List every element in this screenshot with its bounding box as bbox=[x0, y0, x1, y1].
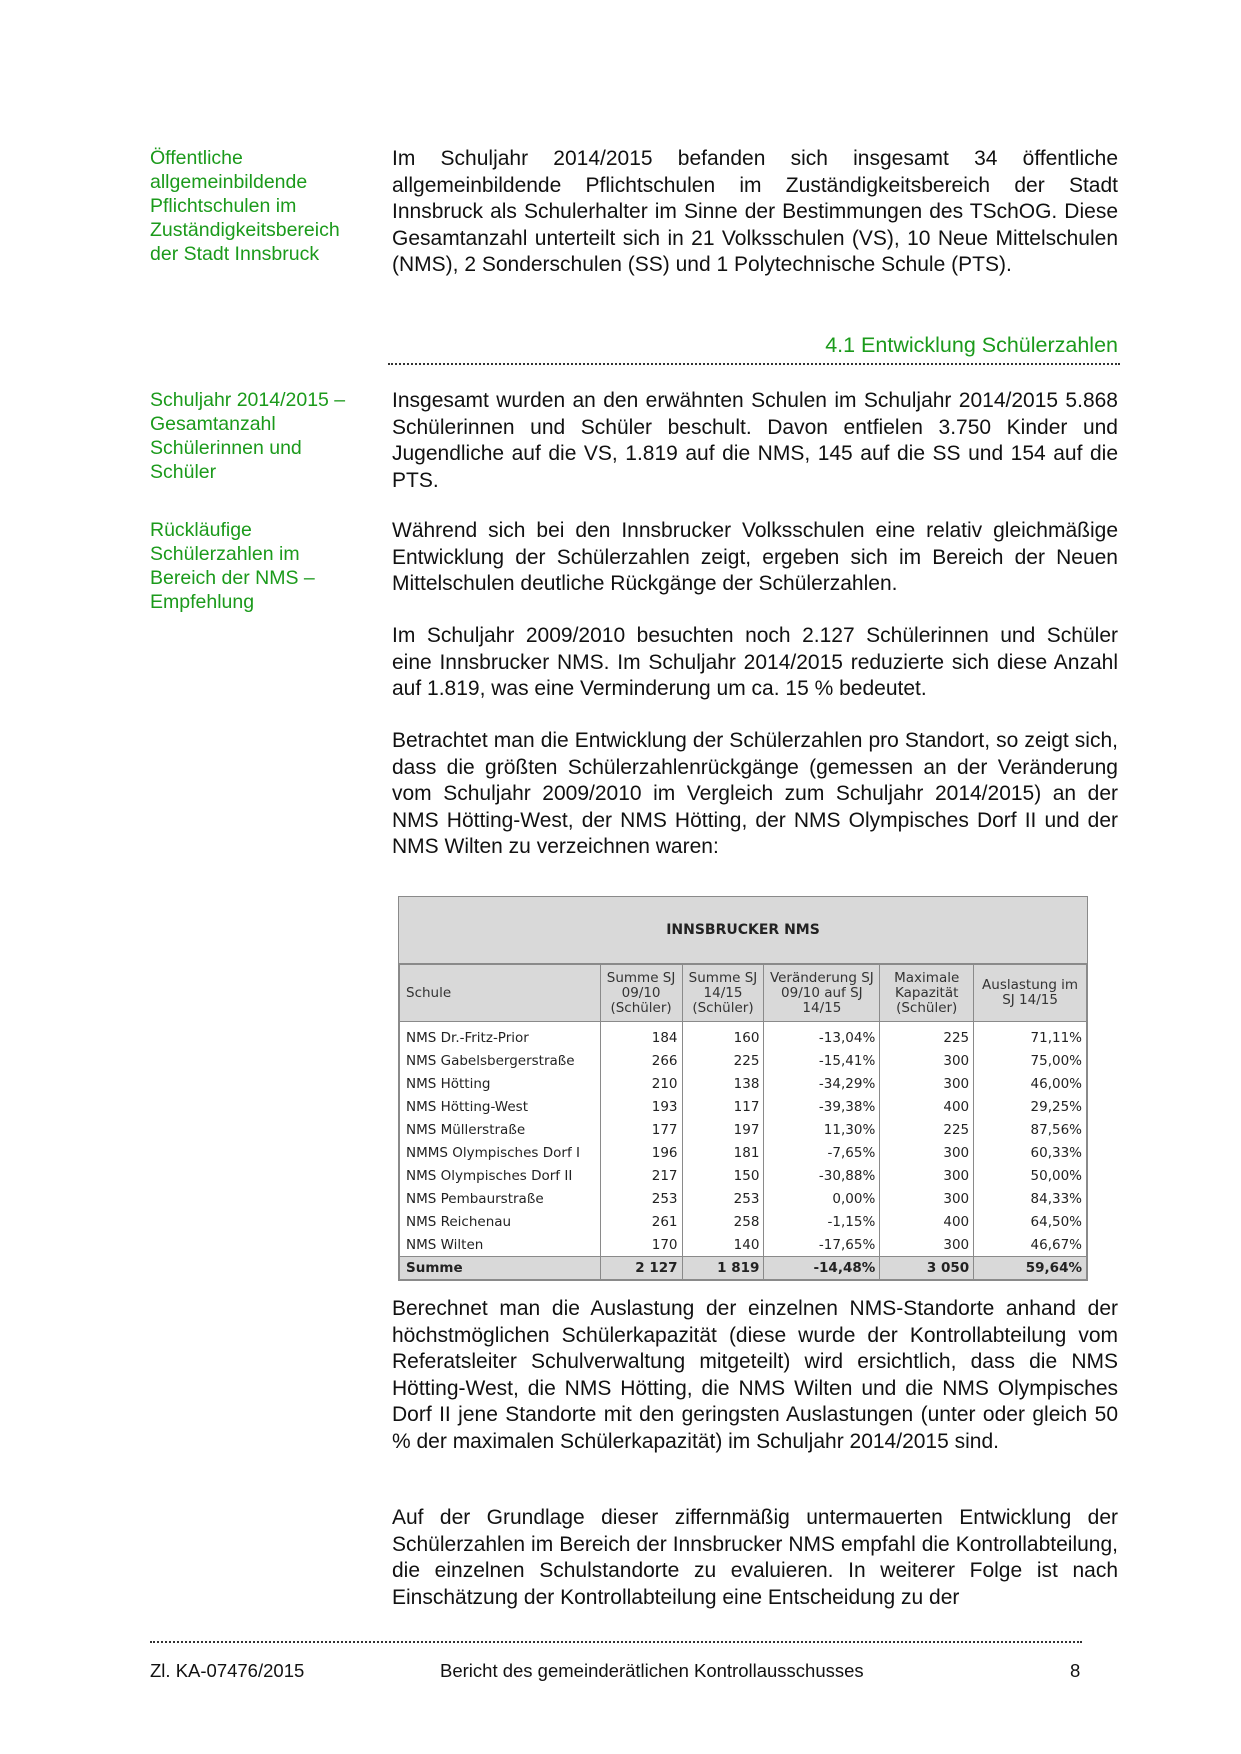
cell-veraenderung: -7,65% bbox=[764, 1141, 880, 1164]
cell-summe-1415: 225 bbox=[682, 1049, 764, 1072]
cell-auslastung: 75,00% bbox=[974, 1049, 1087, 1072]
cell-sum-auslastung: 59,64% bbox=[974, 1257, 1087, 1280]
cell-veraenderung: -13,04% bbox=[764, 1022, 880, 1050]
paragraph-standorte: Betrachtet man die Entwicklung der Schülerzahlen pro Standort, so zeigt sich, dass die größten Schülerzahlenrückgänge (gemessen an der Veränderung vom Schuljahr 2009/2010 im Vergleich zum Schuljahr 2014/2015) an der NMS Hötting-West, der NMS Hötting, der NMS Olympisches Dorf II und der NMS Wilten zu verzeichnen waren: bbox=[392, 729, 1118, 858]
table-row bbox=[400, 1164, 1087, 1187]
cell-summe-1415: 253 bbox=[682, 1187, 764, 1210]
footer-reference: Zl. KA-07476/2015 bbox=[150, 1660, 305, 1681]
cell-summe-1415: 197 bbox=[682, 1118, 764, 1141]
cell-sum-0910: 2 127 bbox=[600, 1257, 682, 1280]
cell-auslastung: 46,00% bbox=[974, 1072, 1087, 1095]
cell-summe-1415: 181 bbox=[682, 1141, 764, 1164]
nms-table bbox=[398, 896, 1088, 1281]
cell-schule: NMS Pembaurstraße bbox=[400, 1187, 601, 1210]
cell-kapazitaet: 225 bbox=[880, 1118, 974, 1141]
section-heading: 4.1 Entwicklung Schülerzahlen bbox=[825, 333, 1118, 357]
cell-summe-0910: 170 bbox=[600, 1233, 682, 1257]
cell-kapazitaet: 400 bbox=[880, 1210, 974, 1233]
paragraph-grundlage: Auf der Grundlage dieser ziffernmäßig untermauerten Entwicklung der Schülerzahlen im Bereich der Innsbrucker NMS empfahl die Kontrollabteilung, die einzelnen Schulstandorte zu evaluieren. In weiterer Folge ist nach Einschätzung der Kontrollabteilung eine Entscheidung zu der bbox=[392, 1506, 1118, 1609]
cell-summe-0910: 210 bbox=[600, 1072, 682, 1095]
cell-schule: NMMS Olympisches Dorf I bbox=[400, 1141, 601, 1164]
cell-auslastung: 60,33% bbox=[974, 1141, 1087, 1164]
cell-summe-0910: 177 bbox=[600, 1118, 682, 1141]
table-title: INNSBRUCKER NMS bbox=[399, 897, 1087, 964]
cell-sum-veraenderung: -14,48% bbox=[764, 1257, 880, 1280]
cell-veraenderung: -1,15% bbox=[764, 1210, 880, 1233]
cell-summe-0910: 184 bbox=[600, 1022, 682, 1050]
cell-summe-1415: 258 bbox=[682, 1210, 764, 1233]
footer-title: Bericht des gemeinderätlichen Kontrollausschusses bbox=[440, 1660, 864, 1681]
paragraph-gesamtanzahl: Insgesamt wurden an den erwähnten Schulen im Schuljahr 2014/2015 5.868 Schülerinnen und Schüler beschult. Davon entfielen 3.750 Kinder und Jugendliche auf die VS, 1.819 auf die NMS, 145 auf die SS und 154 auf die PTS. bbox=[392, 389, 1118, 492]
cell-auslastung: 50,00% bbox=[974, 1164, 1087, 1187]
cell-kapazitaet: 300 bbox=[880, 1164, 974, 1187]
table-sum-row bbox=[400, 1257, 1087, 1280]
table-row bbox=[400, 1210, 1087, 1233]
cell-auslastung: 84,33% bbox=[974, 1187, 1087, 1210]
cell-veraenderung: -30,88% bbox=[764, 1164, 880, 1187]
table-row bbox=[400, 1118, 1087, 1141]
cell-summe-0910: 196 bbox=[600, 1141, 682, 1164]
col-header-summe-0910: Summe SJ 09/10 (Schüler) bbox=[600, 965, 682, 1022]
col-header-summe-1415: Summe SJ 14/15 (Schüler) bbox=[682, 965, 764, 1022]
table-row bbox=[400, 1187, 1087, 1210]
cell-summe-1415: 150 bbox=[682, 1164, 764, 1187]
table-row bbox=[400, 1233, 1087, 1257]
table-row bbox=[400, 1022, 1087, 1050]
cell-summe-1415: 117 bbox=[682, 1095, 764, 1118]
cell-auslastung: 46,67% bbox=[974, 1233, 1087, 1257]
paragraph-entwicklung: Während sich bei den Innsbrucker Volksschulen eine relativ gleichmäßige Entwicklung der Schülerzahlen zeigt, ergeben sich im Bereich der Neuen Mittelschulen deutliche Rückgänge der Schülerzahlen. bbox=[392, 519, 1118, 595]
footer-divider bbox=[150, 1641, 1082, 1643]
paragraph-schulen-anzahl: Im Schuljahr 2014/2015 befanden sich insgesamt 34 öffentliche allgemeinbildende Pflichtschulen im Zuständigkeitsbereich der Stadt Innsbruck als Schulerhalter im Sinne der Bestimmungen des TSchOG. Diese Gesamtanzahl unterteilt sich in 21 Volksschulen (VS), 10 Neue Mittelschulen (NMS), 2 Sonderschulen (SS) und 1 Polytechnische Schule (PTS). bbox=[392, 147, 1118, 276]
cell-summe-1415: 138 bbox=[682, 1072, 764, 1095]
col-header-kapazitaet: Maximale Kapazität (Schüler) bbox=[880, 965, 974, 1022]
table-header-row bbox=[400, 965, 1087, 1022]
paragraph-rueckgang: Im Schuljahr 2009/2010 besuchten noch 2.127 Schülerinnen und Schüler eine Innsbrucker NMS. Im Schuljahr 2014/2015 reduzierte sich diese Anzahl auf 1.819, was eine Verminderung um ca. 15 % bedeutet. bbox=[392, 624, 1118, 700]
cell-kapazitaet: 300 bbox=[880, 1049, 974, 1072]
paragraph-auslastung: Berechnet man die Auslastung der einzelnen NMS-Standorte anhand der höchstmöglichen Schülerkapazität (diese wurde der Kontrollabteilung vom Referatsleiter Schulverwaltung mitgeteilt) wird ersichtlich, dass die NMS Hötting-West, die NMS Hötting, die NMS Wilten und die NMS Olympisches Dorf II jene Standorte mit den geringsten Auslastungen (unter oder gleich 50 % der maximalen Schülerkapazität) im Schuljahr 2014/2015 sind. bbox=[392, 1297, 1118, 1453]
margin-note-gesamtanzahl: Schuljahr 2014/2015 – Gesamtanzahl Schülerinnen und Schüler bbox=[150, 389, 346, 483]
cell-veraenderung: 0,00% bbox=[764, 1187, 880, 1210]
cell-schule: NMS Dr.-Fritz-Prior bbox=[400, 1022, 601, 1050]
cell-kapazitaet: 400 bbox=[880, 1095, 974, 1118]
margin-note-pflichtschulen: Öffentliche allgemeinbildende Pflichtschulen im Zuständigkeitsbereich der Stadt Innsbruck bbox=[150, 147, 340, 265]
table-row bbox=[400, 1095, 1087, 1118]
cell-summe-0910: 193 bbox=[600, 1095, 682, 1118]
cell-veraenderung: -39,38% bbox=[764, 1095, 880, 1118]
cell-auslastung: 87,56% bbox=[974, 1118, 1087, 1141]
cell-summe-0910: 266 bbox=[600, 1049, 682, 1072]
cell-kapazitaet: 300 bbox=[880, 1072, 974, 1095]
cell-summe-1415: 160 bbox=[682, 1022, 764, 1050]
col-header-schule: Schule bbox=[400, 965, 601, 1022]
cell-schule: NMS Olympisches Dorf II bbox=[400, 1164, 601, 1187]
cell-kapazitaet: 225 bbox=[880, 1022, 974, 1050]
cell-schule: NMS Müllerstraße bbox=[400, 1118, 601, 1141]
heading-divider bbox=[388, 363, 1120, 365]
cell-veraenderung: -17,65% bbox=[764, 1233, 880, 1257]
cell-kapazitaet: 300 bbox=[880, 1233, 974, 1257]
table-row bbox=[400, 1072, 1087, 1095]
margin-note-empfehlung: Rückläufige Schülerzahlen im Bereich der NMS – Empfehlung bbox=[150, 519, 315, 613]
table-row bbox=[400, 1049, 1087, 1072]
cell-schule: NMS Hötting bbox=[400, 1072, 601, 1095]
cell-sum-label: Summe bbox=[400, 1257, 601, 1280]
cell-veraenderung: -15,41% bbox=[764, 1049, 880, 1072]
cell-kapazitaet: 300 bbox=[880, 1187, 974, 1210]
cell-schule: NMS Hötting-West bbox=[400, 1095, 601, 1118]
col-header-auslastung: Auslastung im SJ 14/15 bbox=[974, 965, 1087, 1022]
cell-auslastung: 64,50% bbox=[974, 1210, 1087, 1233]
cell-summe-0910: 261 bbox=[600, 1210, 682, 1233]
cell-summe-0910: 253 bbox=[600, 1187, 682, 1210]
col-header-veraenderung: Veränderung SJ 09/10 auf SJ 14/15 bbox=[764, 965, 880, 1022]
cell-auslastung: 71,11% bbox=[974, 1022, 1087, 1050]
cell-summe-0910: 217 bbox=[600, 1164, 682, 1187]
cell-auslastung: 29,25% bbox=[974, 1095, 1087, 1118]
cell-veraenderung: 11,30% bbox=[764, 1118, 880, 1141]
cell-sum-kapazitaet: 3 050 bbox=[880, 1257, 974, 1280]
cell-schule: NMS Reichenau bbox=[400, 1210, 601, 1233]
cell-summe-1415: 140 bbox=[682, 1233, 764, 1257]
table-row bbox=[400, 1141, 1087, 1164]
page-number: 8 bbox=[1070, 1660, 1081, 1681]
cell-kapazitaet: 300 bbox=[880, 1141, 974, 1164]
cell-schule: NMS Gabelsbergerstraße bbox=[400, 1049, 601, 1072]
cell-schule: NMS Wilten bbox=[400, 1233, 601, 1257]
cell-sum-1415: 1 819 bbox=[682, 1257, 764, 1280]
cell-veraenderung: -34,29% bbox=[764, 1072, 880, 1095]
